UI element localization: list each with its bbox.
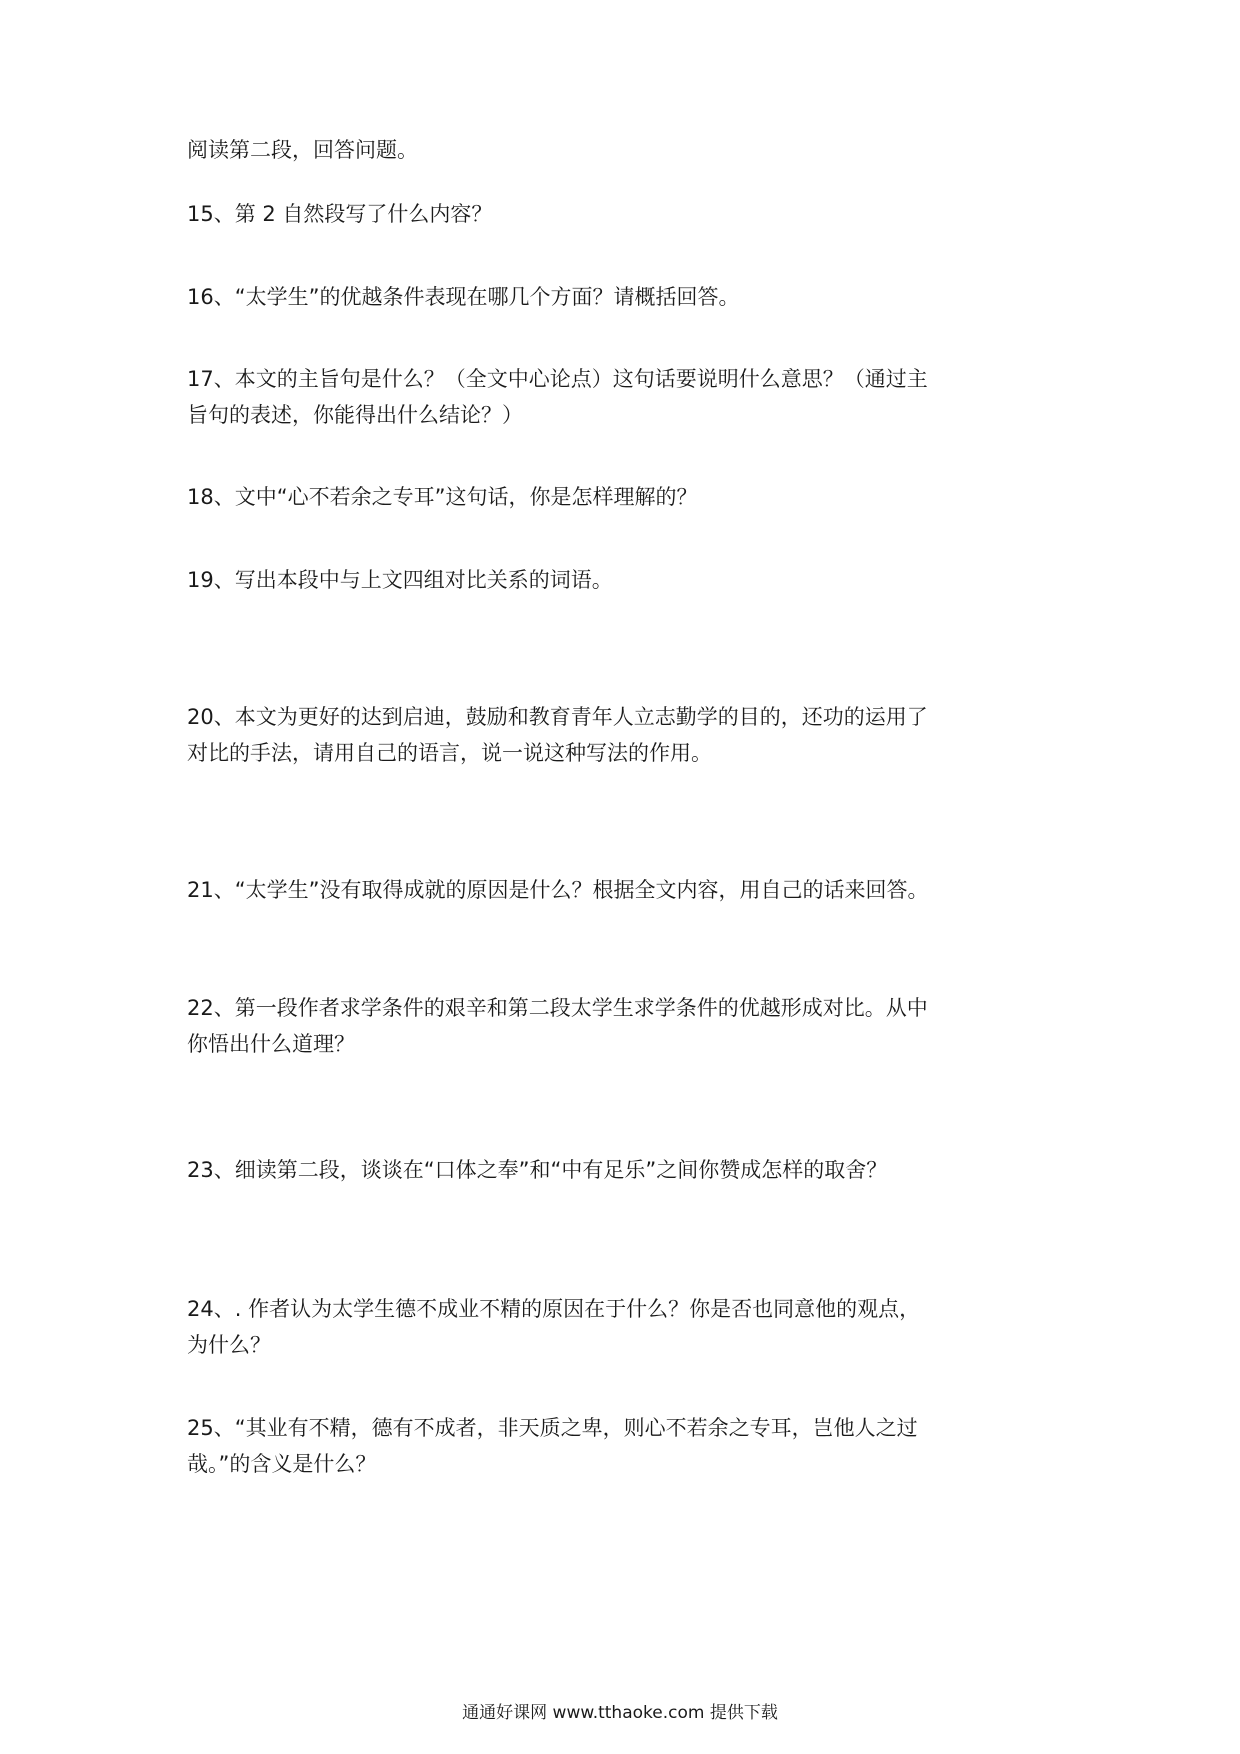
question-20-line-2: 对比的手法，请用自己的语言，说一说这种写法的作用。 xyxy=(187,741,712,765)
question-19: 19、写出本段中与上文四组对比关系的词语。 xyxy=(187,568,613,592)
question-24-line-1: 24、. 作者认为太学生德不成业不精的原因在于什么？你是否也同意他的观点， xyxy=(187,1297,921,1321)
question-24-line-2: 为什么？ xyxy=(187,1333,271,1357)
question-15: 15、第 2 自然段写了什么内容？ xyxy=(187,202,493,226)
page-footer: 通通好课网 www.tthaoke.com 提供下载 xyxy=(462,1703,778,1723)
question-25-line-2: 哉。”的含义是什么？ xyxy=(187,1452,377,1476)
question-22-line-1: 22、第一段作者求学条件的艰辛和第二段太学生求学条件的优越形成对比。从中 xyxy=(187,996,928,1020)
question-21: 21、“太学生”没有取得成就的原因是什么？根据全文内容，用自己的话来回答。 xyxy=(187,878,929,902)
question-16: 16、“太学生”的优越条件表现在哪几个方面？请概括回答。 xyxy=(187,285,740,309)
intro-text: 阅读第二段，回答问题。 xyxy=(187,138,418,162)
question-18: 18、文中“心不若余之专耳”这句话，你是怎样理解的？ xyxy=(187,485,698,509)
question-22-line-2: 你悟出什么道理？ xyxy=(187,1032,355,1056)
question-17-line-2: 旨句的表述，你能得出什么结论？） xyxy=(187,403,523,427)
question-17-line-1: 17、本文的主旨句是什么？（全文中心论点）这句话要说明什么意思？（通过主 xyxy=(187,367,928,391)
question-23: 23、细读第二段，谈谈在“口体之奉”和“中有足乐”之间你赞成怎样的取舍？ xyxy=(187,1158,888,1182)
question-20-line-1: 20、本文为更好的达到启迪，鼓励和教育青年人立志勤学的目的，还功的运用了 xyxy=(187,705,928,729)
question-25-line-1: 25、“其业有不精，德有不成者，非天质之卑，则心不若余之专耳，岂他人之过 xyxy=(187,1416,918,1440)
